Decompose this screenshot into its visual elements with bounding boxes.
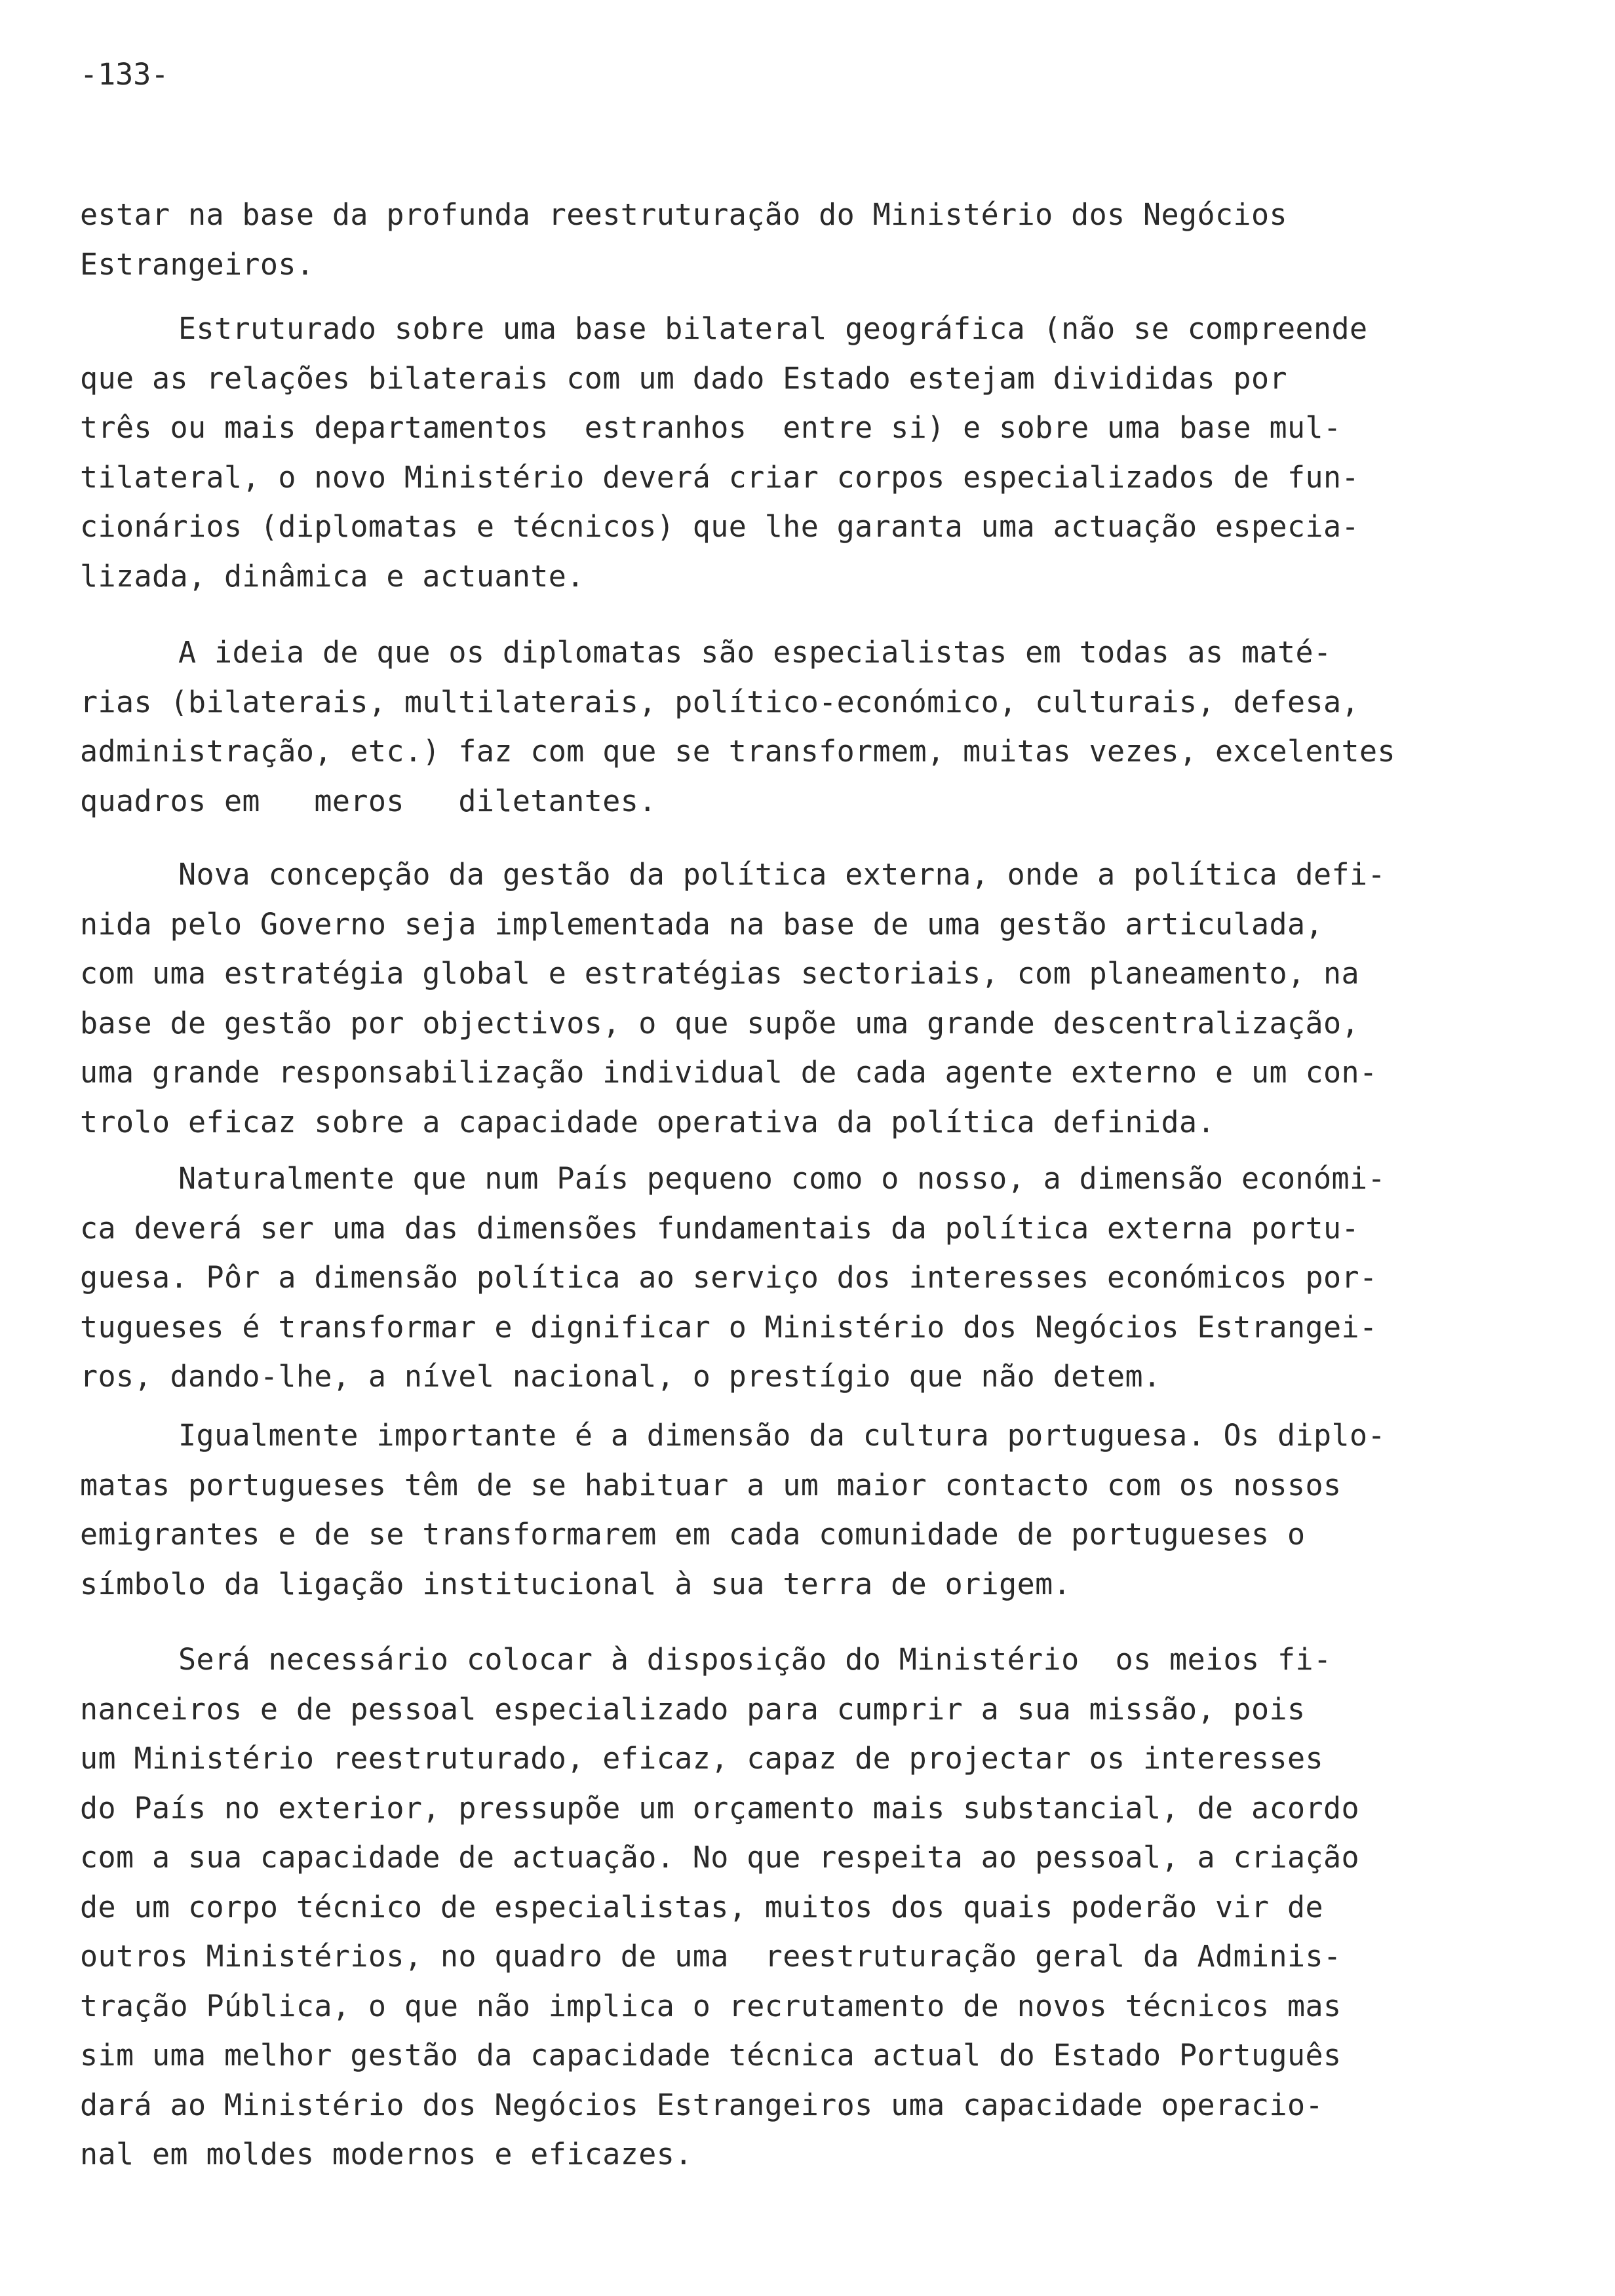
text-line: trolo eficaz sobre a capacidade operativa da política definida. <box>80 1104 1216 1139</box>
text-line: quadros em meros diletantes. <box>80 783 657 818</box>
text-line: Naturalmente que num País pequeno como o nosso, a dimensão económi- <box>178 1161 1386 1196</box>
text-line: dará ao Ministério dos Negócios Estrangeiros uma capacidade operacio- <box>80 2087 1323 2122</box>
text-line: emigrantes e de se transformarem em cada comunidade de portugueses o <box>80 1517 1306 1552</box>
text-line: uma grande responsabilização individual de cada agente externo e um con- <box>80 1055 1378 1090</box>
text-line: Estruturado sobre uma base bilateral geográfica (não se compreende <box>178 311 1368 346</box>
paragraph-culture <box>80 1411 1509 1609</box>
text-line: sim uma melhor gestão da capacidade técnica actual do Estado Português <box>80 2038 1342 2073</box>
paragraph-economic-dimension <box>80 1154 1509 1402</box>
text-line: rias (bilaterais, multilaterais, político-económico, culturais, defesa, <box>80 684 1359 719</box>
text-line: lizada, dinâmica e actuante. <box>80 558 585 594</box>
text-line: três ou mais departamentos estranhos entre si) e sobre uma base mul- <box>80 410 1342 445</box>
text-line: tugueses é transformar e dignificar o Ministério dos Negócios Estrangei- <box>80 1309 1378 1345</box>
text-line: de um corpo técnico de especialistas, muitos dos quais poderão vir de <box>80 1889 1323 1924</box>
paragraph-resources <box>80 1635 1509 2179</box>
paragraph-diplomats <box>80 628 1509 826</box>
text-line: Será necessário colocar à disposição do Ministério os meios fi- <box>178 1642 1332 1677</box>
text-line: nal em moldes modernos e eficazes. <box>80 2137 693 2172</box>
text-line: guesa. Pôr a dimensão política ao serviço dos interesses económicos por- <box>80 1260 1378 1295</box>
text-line: Estrangeiros. <box>80 246 315 282</box>
text-line: tilateral, o novo Ministério deverá criar corpos especializados de fun- <box>80 459 1359 495</box>
text-line: com a sua capacidade de actuação. No que respeita ao pessoal, a criação <box>80 1840 1359 1875</box>
paragraph-external-policy <box>80 850 1509 1147</box>
text-line: Igualmente importante é a dimensão da cultura portuguesa. Os diplo- <box>178 1418 1386 1453</box>
text-line: matas portugueses têm de se habituar a um maior contacto com os nossos <box>80 1467 1342 1502</box>
paragraph-continuation <box>80 190 1509 289</box>
text-line: ros, dando-lhe, a nível nacional, o prestígio que não detem. <box>80 1359 1161 1394</box>
text-line: tração Pública, o que não implica o recrutamento de novos técnicos mas <box>80 1988 1342 2023</box>
text-line: que as relações bilaterais com um dado Estado estejam divididas por <box>80 360 1287 396</box>
page-number: -133- <box>80 57 169 92</box>
text-line: A ideia de que os diplomatas são especialistas em todas as maté- <box>178 635 1332 670</box>
text-line: um Ministério reestruturado, eficaz, capaz de projectar os interesses <box>80 1741 1323 1776</box>
text-line: base de gestão por objectivos, o que supõe uma grande descentralização, <box>80 1005 1359 1041</box>
text-line: símbolo da ligação institucional à sua terra de origem. <box>80 1566 1072 1601</box>
text-line: cionários (diplomatas e técnicos) que lhe garanta uma actuação especia- <box>80 509 1359 544</box>
text-line: nida pelo Governo seja implementada na base de uma gestão articulada, <box>80 906 1323 942</box>
text-line: outros Ministérios, no quadro de uma reestruturação geral da Adminis- <box>80 1939 1342 1974</box>
text-line: do País no exterior, pressupõe um orçamento mais substancial, de acordo <box>80 1790 1359 1826</box>
paragraph-structure <box>80 304 1509 601</box>
text-line: estar na base da profunda reestruturação do Ministério dos Negócios <box>80 197 1287 232</box>
text-line: administração, etc.) faz com que se transformem, muitas vezes, excelentes <box>80 734 1395 769</box>
text-line: ca deverá ser uma das dimensões fundamentais da política externa portu- <box>80 1210 1359 1246</box>
text-line: Nova concepção da gestão da política externa, onde a política defi- <box>178 857 1386 892</box>
text-line: nanceiros e de pessoal especializado para cumprir a sua missão, pois <box>80 1691 1306 1727</box>
text-line: com uma estratégia global e estratégias sectoriais, com planeamento, na <box>80 956 1359 991</box>
